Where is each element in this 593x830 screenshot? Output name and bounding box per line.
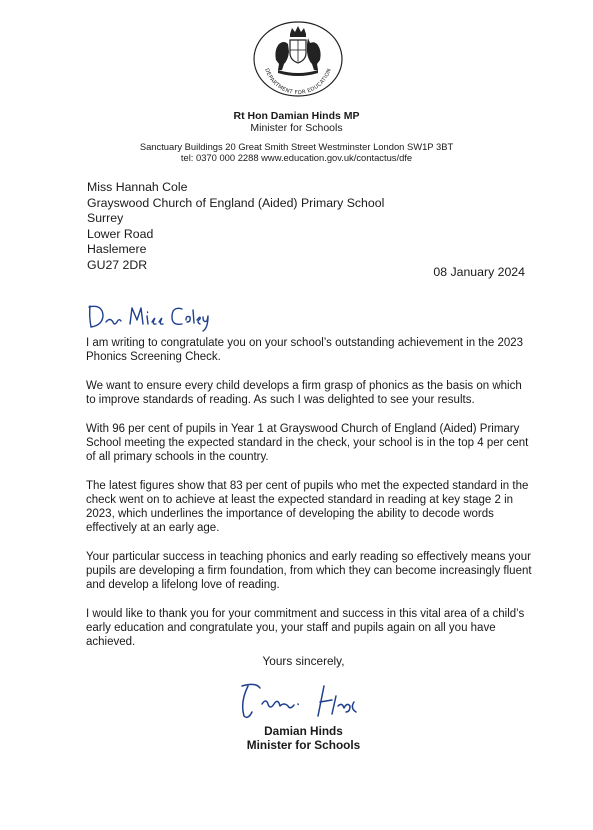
recipient-line: Miss Hannah Cole [87, 180, 188, 194]
signer-name: Damian Hinds [264, 724, 343, 738]
recipient-line: Surrey [87, 211, 124, 226]
letter-body [86, 336, 532, 664]
sender-contact: tel: 0370 000 2288 www.education.gov.uk/contactus/dfe [180, 152, 413, 163]
recipient-address [87, 180, 384, 274]
recipient-line: GU27 2DR [87, 257, 148, 272]
recipient-line: Haslemere [87, 242, 147, 257]
crest-text: DEPARTMENT FOR EDUCATION [263, 67, 333, 97]
body-paragraph: We want to ensure every child develops a firm grasp of phonics as the basis on which to improve standards of reading. As such I was delighted to see your results. [86, 379, 522, 406]
sender-role: Minister for Schools [250, 122, 343, 134]
body-paragraph: I am writing to congratulate you on your school’s outstanding achievement in the 2023 Phonics Screening Check. [86, 337, 524, 364]
sender-name: Rt Hon Damian Hinds MP [233, 110, 360, 122]
signer-role: Minister for Schools [246, 738, 361, 752]
body-paragraph: Your particular success in teaching phonics and early reading so effectively means your pupils are developing a firm foundation, from which they can become increasingly fluent and develop a lifelong love of reading. [86, 550, 532, 592]
handwritten-signature [234, 676, 374, 729]
handwritten-salutation [86, 300, 216, 337]
closing: Yours sincerely, [262, 654, 345, 668]
royal-coat-of-arms-icon [252, 20, 344, 98]
letter-date: 08 January 2024 [433, 265, 525, 279]
body-paragraph: I would like to thank you for your commitment and success in this vital area of a child’s early education and congratulate you, your staff and pupils again on all you have achieved. [86, 607, 525, 649]
recipient-line: Grayswood Church of England (Aided) Primary School [87, 195, 385, 210]
body-paragraph: The latest figures show that 83 per cent of pupils who met the expected standard in the check went on to achieve at least the expected standard in reading at key stage 2 in 2023, which underlines the importance of developing the ability to decode words effectively at an early age. [86, 479, 529, 535]
sender-address: Sanctuary Buildings 20 Great Smith Street Westminster London SW1P 3BT [139, 141, 454, 152]
body-paragraph: With 96 per cent of pupils in Year 1 at Grayswood Church of England (Aided) Primary School meeting the expected standard in the check, your school is in the top 4 per cent of all primary schools in the country. [86, 422, 529, 463]
svg-text:DEPARTMENT FOR EDUCATION [263, 68, 332, 96]
recipient-line: Lower Road [87, 226, 154, 241]
